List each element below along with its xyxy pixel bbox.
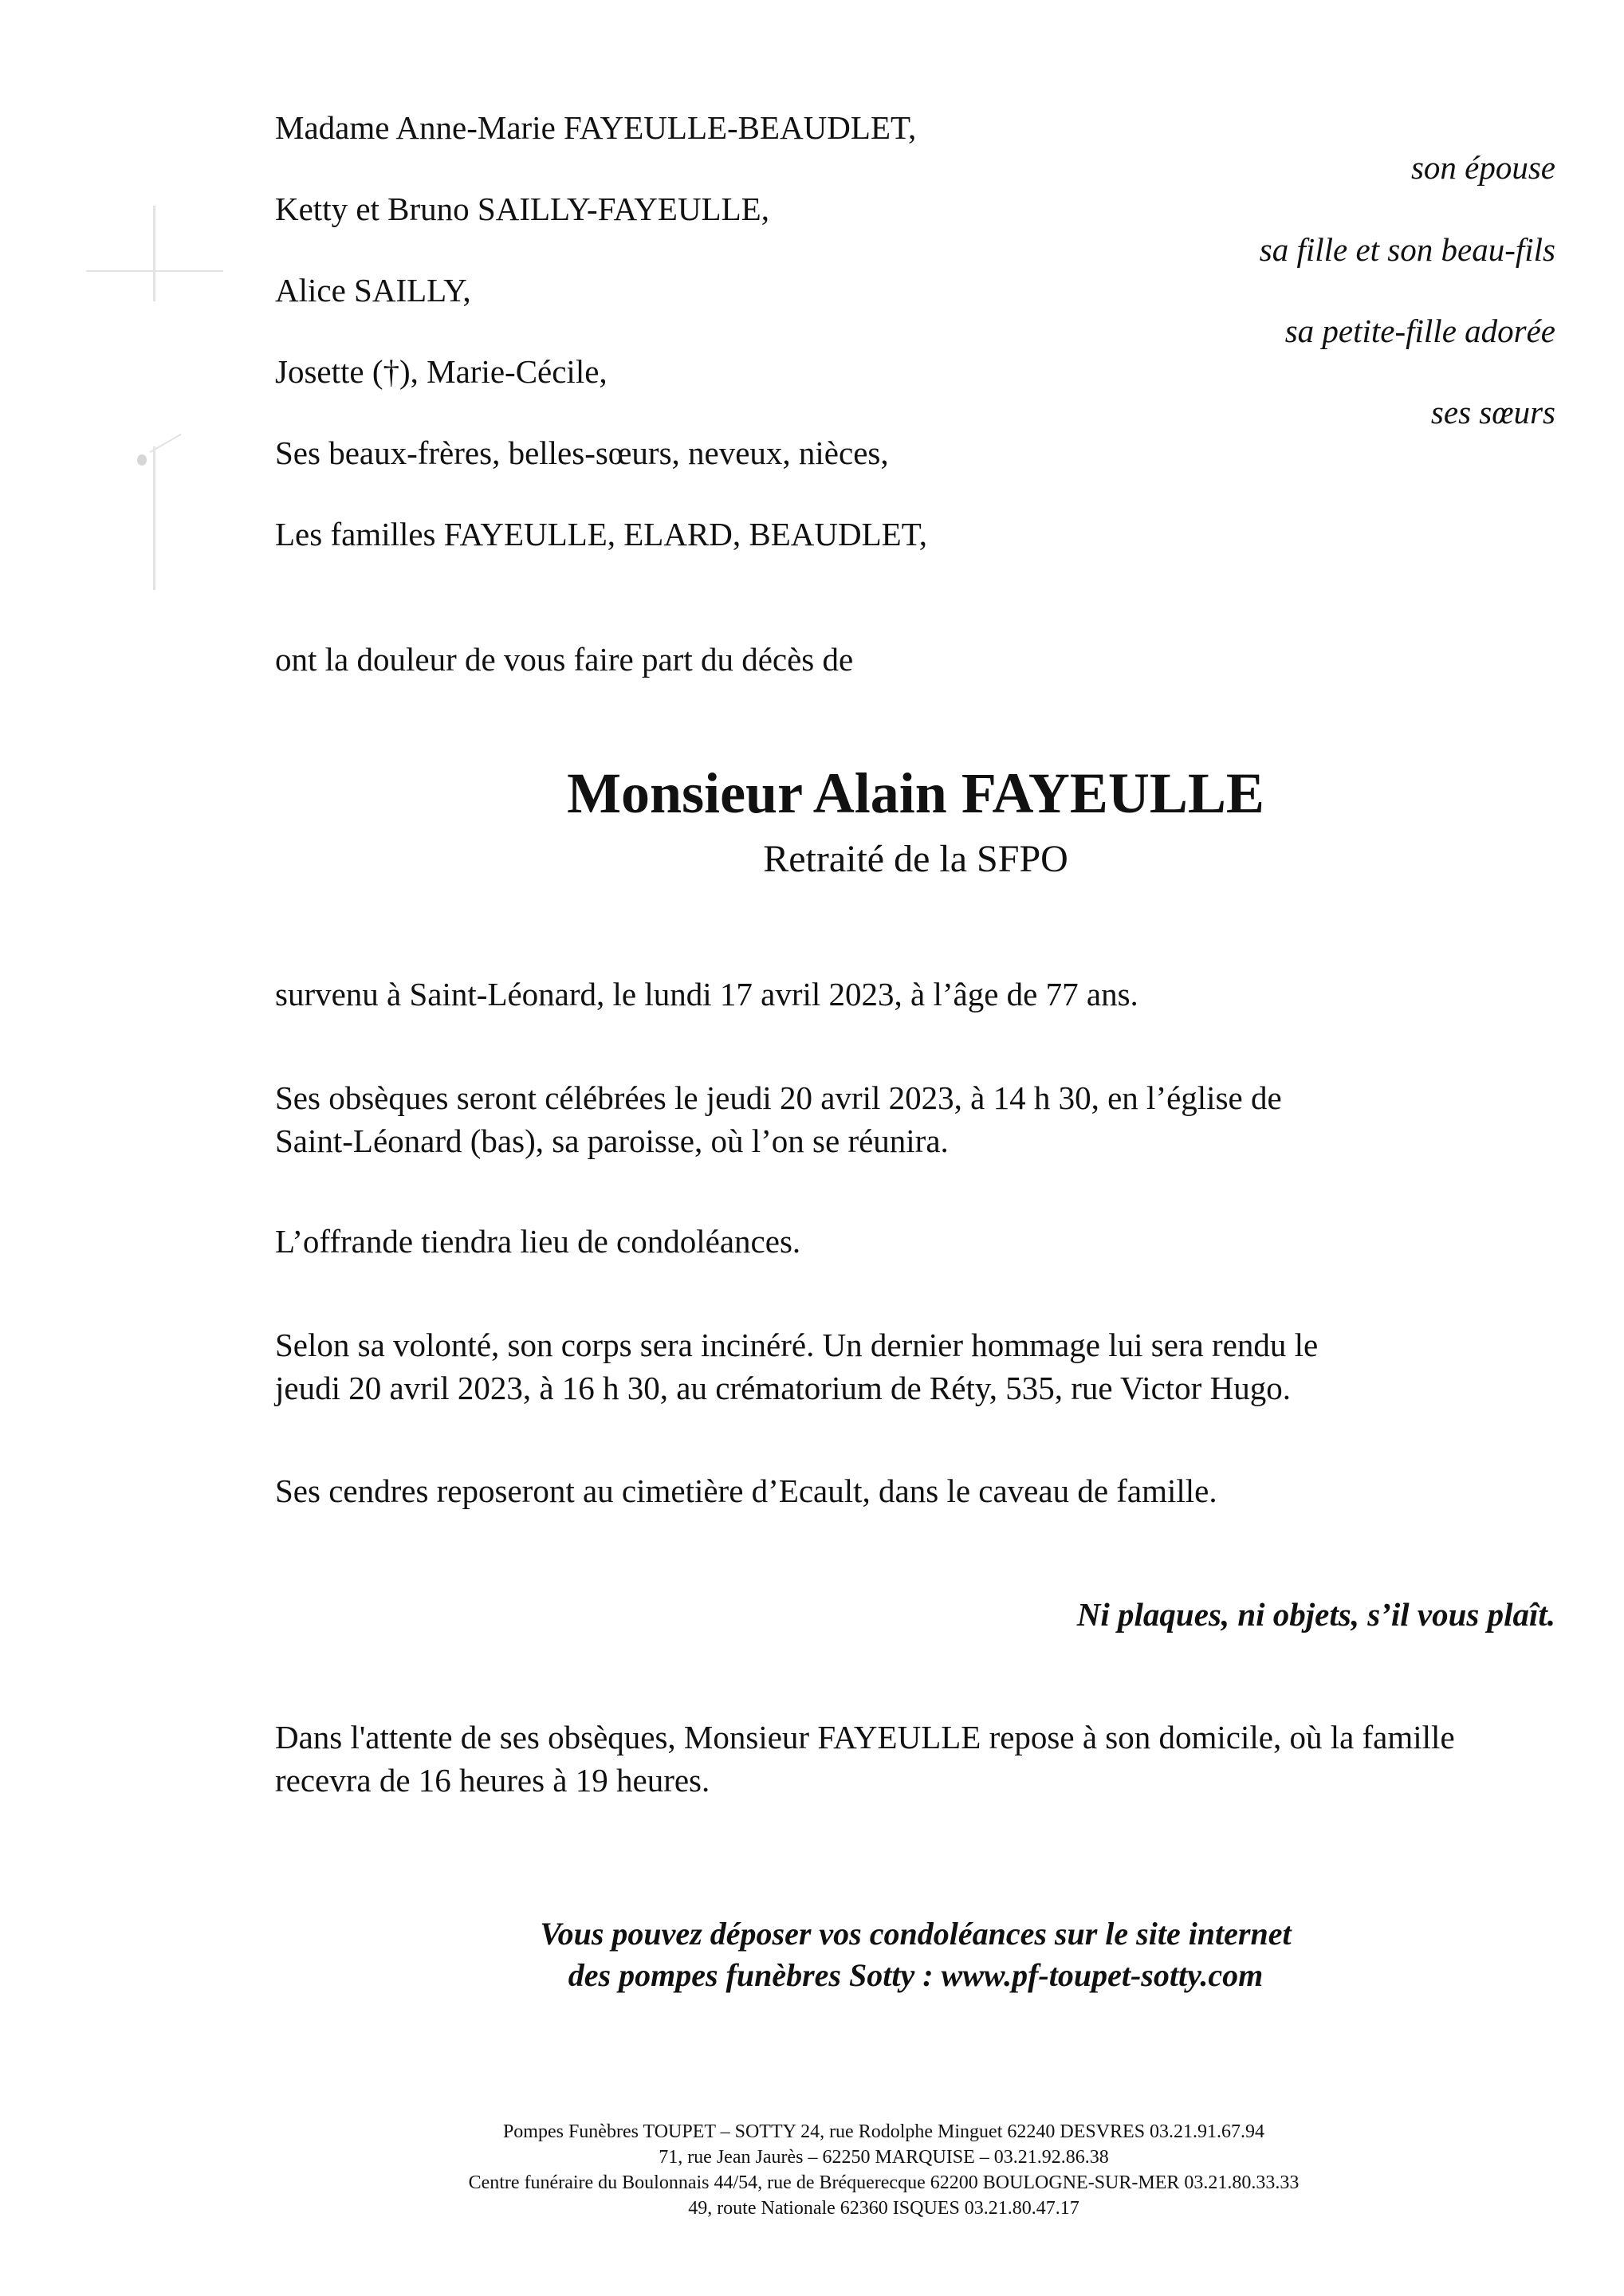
cremation-paragraph-line: jeudi 20 avril 2023, à 16 h 30, au crématorium de Réty, 535, rue Victor Hugo. <box>275 1370 1291 1406</box>
intro-text: ont la douleur de vous faire part du décès de <box>275 641 854 678</box>
deceased-name-text: Monsieur Alain FAYEULLE <box>567 761 1264 825</box>
offering-paragraph: L’offrande tiendra lieu de condoléances. <box>275 1223 801 1260</box>
relation-label: ses sœurs <box>1430 394 1555 431</box>
announcer-name: Josette (†), Marie-Cécile, <box>275 353 608 390</box>
death-paragraph: survenu à Saint-Léonard, le lundi 17 avril 2023, à l’âge de 77 ans. <box>275 976 1138 1012</box>
visitation-paragraph-line: recevra de 16 heures à 19 heures. <box>275 1762 710 1799</box>
condolences-notice <box>0 1955 1624 1996</box>
announcer-name: Madame Anne-Marie FAYEULLE-BEAUDLET, <box>275 109 917 146</box>
condolences-notice <box>0 1913 1624 1955</box>
relation-label: sa fille et son beau-fils <box>1259 231 1555 268</box>
announcer-name: Ses beaux-frères, belles-sœurs, neveux, nièces, <box>275 434 889 471</box>
condolences-line: Vous pouvez déposer vos condoléances sur le site internet <box>540 1916 1292 1952</box>
footer-line: Pompes Funèbres TOUPET – SOTTY 24, rue Rodolphe Minguet 62240 DESVRES 03.21.91.67.94 <box>502 2121 1265 2142</box>
relation-label: son épouse <box>1410 149 1555 186</box>
no-flowers-request: Ni plaques, ni objets, s’il vous plaît. <box>1076 1596 1555 1633</box>
announcer-name: Les familles FAYEULLE, ELARD, BEAUDLET, <box>275 516 927 552</box>
announcer-name: Alice SAILLY, <box>275 272 471 309</box>
footer-line: 71, rue Jean Jaurès – 62250 MARQUISE – 03.21.92.86.38 <box>659 2147 1109 2168</box>
announcer-name: Ketty et Bruno SAILLY-FAYEULLE, <box>275 191 769 227</box>
ashes-paragraph: Ses cendres reposeront au cimetière d’Ecault, dans le caveau de famille. <box>275 1472 1217 1509</box>
deceased-title-text: Retraité de la SFPO <box>763 838 1068 880</box>
relation-label: sa petite-fille adorée <box>1284 313 1555 349</box>
deceased-name <box>0 761 1624 825</box>
funeral-paragraph-line: Ses obsèques seront célébrées le jeudi 20 avril 2023, à 14 h 30, en l’église de <box>275 1079 1282 1116</box>
footer-line: 49, route Nationale 62360 ISQUES 03.21.80.47.17 <box>688 2198 1079 2219</box>
funeral-paragraph-line: Saint-Léonard (bas), sa paroisse, où l’on se réunira. <box>275 1122 949 1159</box>
condolences-link-line: des pompes funèbres Sotty : www.pf-toupet-sotty.com <box>568 1957 1264 1993</box>
visitation-paragraph-line: Dans l'attente de ses obsèques, Monsieur FAYEULLE repose à son domicile, où la famille <box>275 1719 1455 1755</box>
footer-line: Centre funéraire du Boulonnais 44/54, rue de Bréquerecque 62200 BOULOGNE-SUR-MER 03.21.80.33.33 <box>468 2172 1300 2193</box>
deceased-title <box>0 837 1624 882</box>
cremation-paragraph-line: Selon sa volonté, son corps sera incinéré. Un dernier hommage lui sera rendu le <box>275 1327 1319 1363</box>
